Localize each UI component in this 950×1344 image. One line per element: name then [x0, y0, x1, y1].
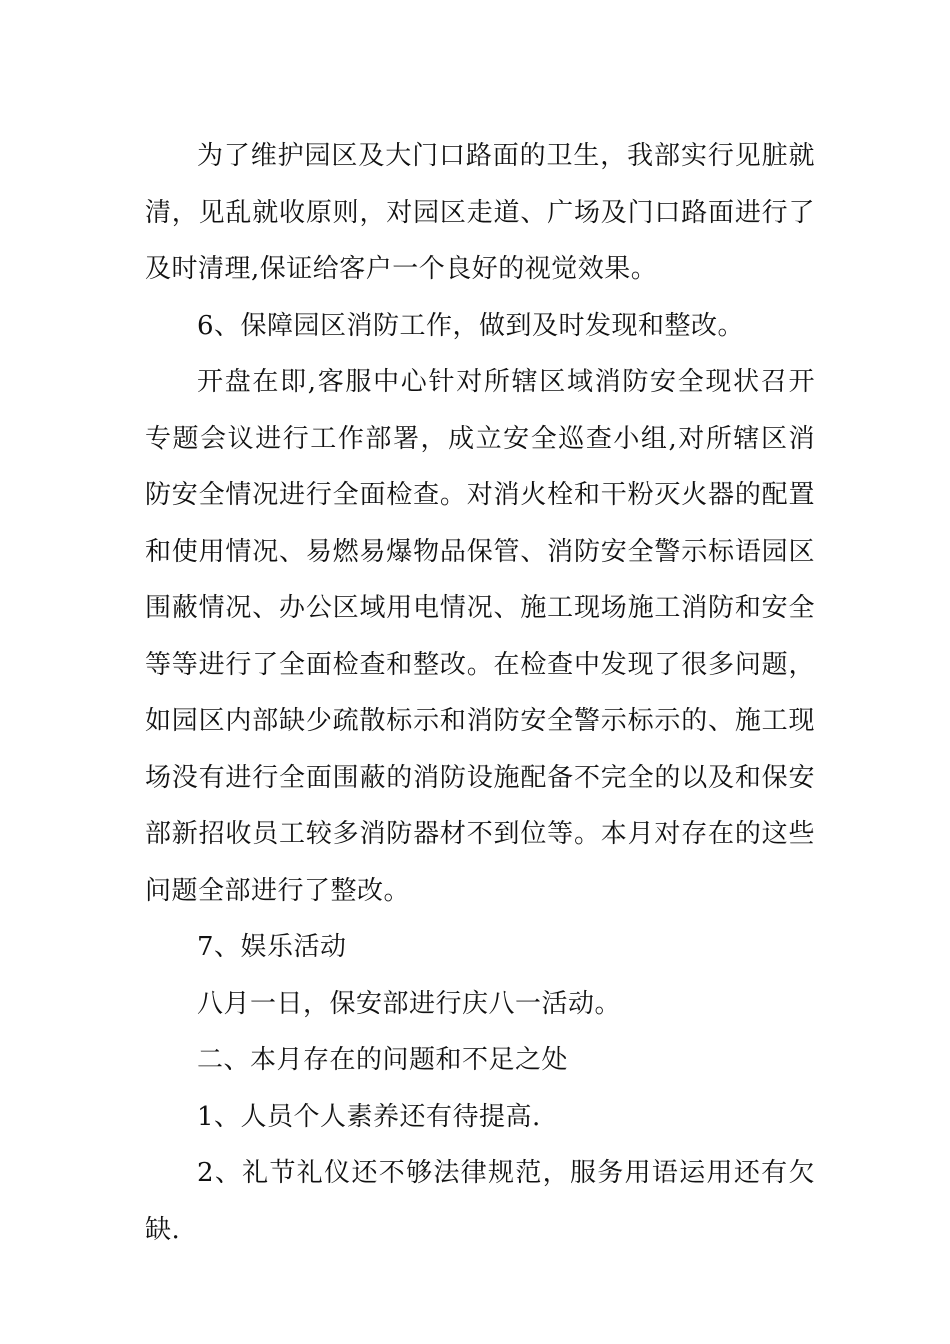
section-heading-problems: 二、本月存在的问题和不足之处 [197, 1045, 569, 1075]
paragraph-entertainment-heading: 7、娱乐活动 [197, 932, 347, 962]
paragraph-problem-2: 2、礼节礼仪还不够法律规范，服务用语运用还有欠缺. [145, 1158, 815, 1245]
paragraph-problem-1: 1、人员个人素养还有待提高. [197, 1101, 541, 1132]
paragraph-fire-safety-details: 开盘在即,客服中心针对所辖区域消防安全现状召开专题会议进行工作部署，成立安全巡查小组,对所辖区消防安全情况进行全面检查。对消火栓和干粉灭火器的配置和使用情况、易燃易爆物品保管、消防安全警示标语园区围蔽情况、办公区域用电情况、施工现场施工消防和安全等等进行了全面检查和整改。在检查中发现了很多问题，如园区内部缺少疏散标示和消防安全警示标示的、施工现场没有进行全面围蔽的消防设施配备不完全的以及和保安部新招收员工较多消防器材不到位等。本月对存在的这些问题全部进行了整改。 [145, 367, 815, 906]
document-body [145, 128, 815, 1258]
paragraph-august-activity: 八月一日，保安部进行庆八一活动。 [197, 988, 622, 1019]
paragraph-fire-safety-heading: 6、保障园区消防工作，做到及时发现和整改。 [197, 310, 745, 341]
paragraph-sanitation: 为了维护园区及大门口路面的卫生，我部实行见脏就清，见乱就收原则，对园区走道、广场及门口路面进行了及时清理,保证给客户一个良好的视觉效果。 [145, 141, 815, 284]
